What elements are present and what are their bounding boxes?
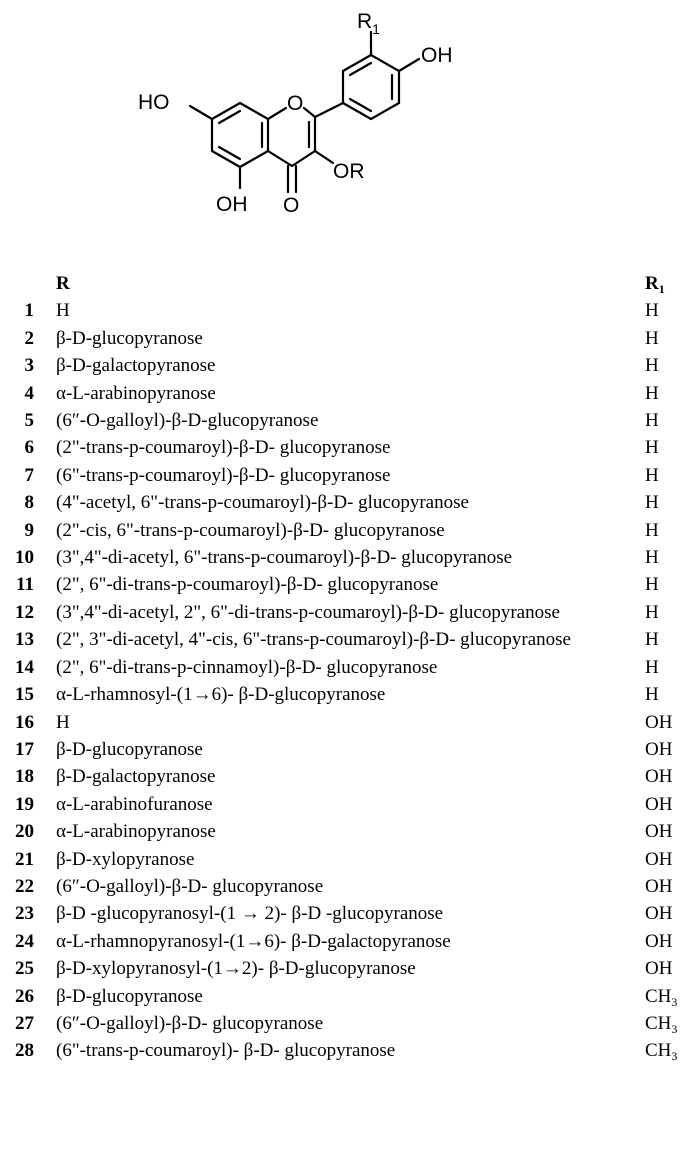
r1-substituent: H [645, 464, 659, 486]
flavonol-core-structure [0, 0, 685, 230]
r1-substituent: H [645, 410, 659, 432]
ring-oxygen-label: O [287, 92, 304, 115]
compound-number: 1 [24, 300, 34, 322]
table-row [0, 489, 685, 516]
r-substituent: (3",4"-di-acetyl, 6"-trans-p-coumaroyl)-β-D- glucopyranose [56, 547, 513, 569]
table-header [0, 270, 685, 297]
r1-substituent: $CH_3$ [645, 985, 678, 1009]
table-row [0, 928, 685, 955]
compound-number: 6 [24, 437, 34, 459]
r1-substituent: H [645, 355, 659, 377]
r-substituent: β-D-galactopyranose [56, 766, 216, 788]
r1-substituent: $CH_3$ [645, 1040, 678, 1064]
r-substituent: α-L-rhamnosyl-(1→6)- β-D-glucopyranose [56, 684, 386, 706]
r1-substituent: OH [645, 848, 673, 870]
table-row [0, 325, 685, 352]
compound-number: 5 [24, 410, 34, 432]
compound-number: 21 [15, 848, 34, 870]
r1-substituent: H [645, 574, 659, 596]
compound-number: 11 [16, 574, 34, 596]
compound-table [0, 270, 685, 1065]
r-substituent: (6″-O-galloyl)-β-D- glucopyranose [56, 1012, 324, 1034]
r-substituent: (6″-O-galloyl)-β-D-glucopyranose [56, 410, 319, 432]
r-substituent: β-D -glucopyranosyl-(1 → 2)- β-D -glucopyranose [56, 903, 444, 925]
r1-substituent: H [645, 327, 659, 349]
r-substituent: H [56, 711, 70, 733]
r1-substituent: H [645, 300, 659, 322]
table-row [0, 709, 685, 736]
ho-left-label: HO [138, 91, 170, 114]
r1-substituent: $CH_3$ [645, 1012, 678, 1036]
r1-substituent: H [645, 519, 659, 541]
table-row [0, 407, 685, 434]
r-substituent: (3",4"-di-acetyl, 2", 6"-di-trans-p-coumaroyl)-β-D- glucopyranose [56, 601, 560, 623]
compound-number: 4 [24, 382, 34, 404]
compound-number: 24 [15, 930, 34, 952]
table-row [0, 462, 685, 489]
table-row [0, 599, 685, 626]
r-substituent: (6"-trans-p-coumaroyl)-β-D- glucopyranose [56, 464, 391, 486]
header-r1: $R_1$ [645, 273, 665, 296]
table-row [0, 571, 685, 598]
compound-number: 27 [15, 1012, 34, 1034]
r-substituent: β-D-xylopyranose [56, 848, 195, 870]
table-row [0, 434, 685, 461]
compound-number: 16 [15, 711, 34, 733]
r-substituent: α-L-arabinofuranose [56, 793, 213, 815]
r1-substituent: OH [645, 738, 673, 760]
r1-substituent: H [645, 656, 659, 678]
r-substituent: (2", 3"-di-acetyl, 4"-cis, 6"-trans-p-coumaroyl)-β-D- glucopyranose [56, 629, 571, 651]
compound-number: 12 [15, 601, 34, 623]
compound-number: 28 [15, 1040, 34, 1062]
r1-substituent: H [645, 492, 659, 514]
r1-substituent: OH [645, 711, 673, 733]
carbonyl-oxygen-label: O [283, 194, 300, 217]
r1-substituent: H [645, 437, 659, 459]
table-row [0, 626, 685, 653]
compound-number: 14 [15, 656, 34, 678]
header-r: R [56, 273, 70, 294]
r1-substituent: OH [645, 930, 673, 952]
or-label: OR [333, 160, 365, 183]
compound-number: 26 [15, 985, 34, 1007]
table-row [0, 1037, 685, 1064]
table-row [0, 380, 685, 407]
table-row [0, 352, 685, 379]
table-row [0, 297, 685, 324]
r1-substituent: H [645, 601, 659, 623]
compound-number: 17 [15, 738, 34, 760]
r1-substituent: H [645, 629, 659, 651]
r1-substituent: H [645, 547, 659, 569]
table-row [0, 846, 685, 873]
table-row [0, 681, 685, 708]
table-row [0, 517, 685, 544]
compound-number: 3 [24, 355, 34, 377]
r-substituent: α-L-rhamnopyranosyl-(1→6)- β-D-galactopyranose [56, 930, 451, 952]
r-substituent: β-D-glucopyranose [56, 327, 203, 349]
r1-substituent: OH [645, 821, 673, 843]
r-substituent: (2"-cis, 6"-trans-p-coumaroyl)-β-D- glucopyranose [56, 519, 445, 541]
oh-top-label: OH [421, 44, 453, 67]
table-row [0, 900, 685, 927]
r-substituent: H [56, 300, 70, 322]
r-substituent: (2", 6"-di-trans-p-cinnamoyl)-β-D- glucopyranose [56, 656, 438, 678]
r-substituent: α-L-arabinopyranose [56, 821, 216, 843]
table-row [0, 763, 685, 790]
compound-number: 13 [15, 629, 34, 651]
table-row [0, 736, 685, 763]
table-body [0, 297, 685, 1064]
r-substituent: β-D-galactopyranose [56, 355, 216, 377]
table-row [0, 873, 685, 900]
table-row [0, 955, 685, 982]
compound-number: 15 [15, 684, 34, 706]
compound-number: 8 [24, 492, 34, 514]
r-substituent: (2", 6"-di-trans-p-coumaroyl)-β-D- glucopyranose [56, 574, 439, 596]
r1-substituent: OH [645, 793, 673, 815]
compound-number: 10 [15, 547, 34, 569]
r1-substituent: OH [645, 766, 673, 788]
compound-number: 2 [24, 327, 34, 349]
r1-substituent: OH [645, 903, 673, 925]
table-row [0, 1010, 685, 1037]
compound-number: 22 [15, 875, 34, 897]
r-substituent: (4"-acetyl, 6"-trans-p-coumaroyl)-β-D- glucopyranose [56, 492, 469, 514]
compound-number: 7 [24, 464, 34, 486]
r1-substituent: OH [645, 958, 673, 980]
compound-number: 18 [15, 766, 34, 788]
table-row [0, 654, 685, 681]
compound-number: 23 [15, 903, 34, 925]
r-substituent: (6"-trans-p-coumaroyl)- β-D- glucopyranose [56, 1040, 396, 1062]
r1-substituent: OH [645, 875, 673, 897]
compound-number: 25 [15, 958, 34, 980]
r-substituent: β-D-glucopyranose [56, 985, 203, 1007]
r-substituent: β-D-xylopyranosyl-(1→2)- β-D-glucopyranose [56, 958, 416, 980]
table-row [0, 544, 685, 571]
r-substituent: β-D-glucopyranose [56, 738, 203, 760]
r-substituent: (6″-O-galloyl)-β-D- glucopyranose [56, 875, 324, 897]
r1-substituent-label: $R_1$ [357, 10, 380, 37]
r1-substituent: H [645, 684, 659, 706]
r-substituent: (2"-trans-p-coumaroyl)-β-D- glucopyranose [56, 437, 391, 459]
oh-bottom-label: OH [216, 193, 248, 216]
compound-number: 20 [15, 821, 34, 843]
table-row [0, 791, 685, 818]
table-row [0, 818, 685, 845]
r-substituent: α-L-arabinopyranose [56, 382, 216, 404]
table-row [0, 983, 685, 1010]
compound-number: 9 [24, 519, 34, 541]
compound-number: 19 [15, 793, 34, 815]
r1-substituent: H [645, 382, 659, 404]
